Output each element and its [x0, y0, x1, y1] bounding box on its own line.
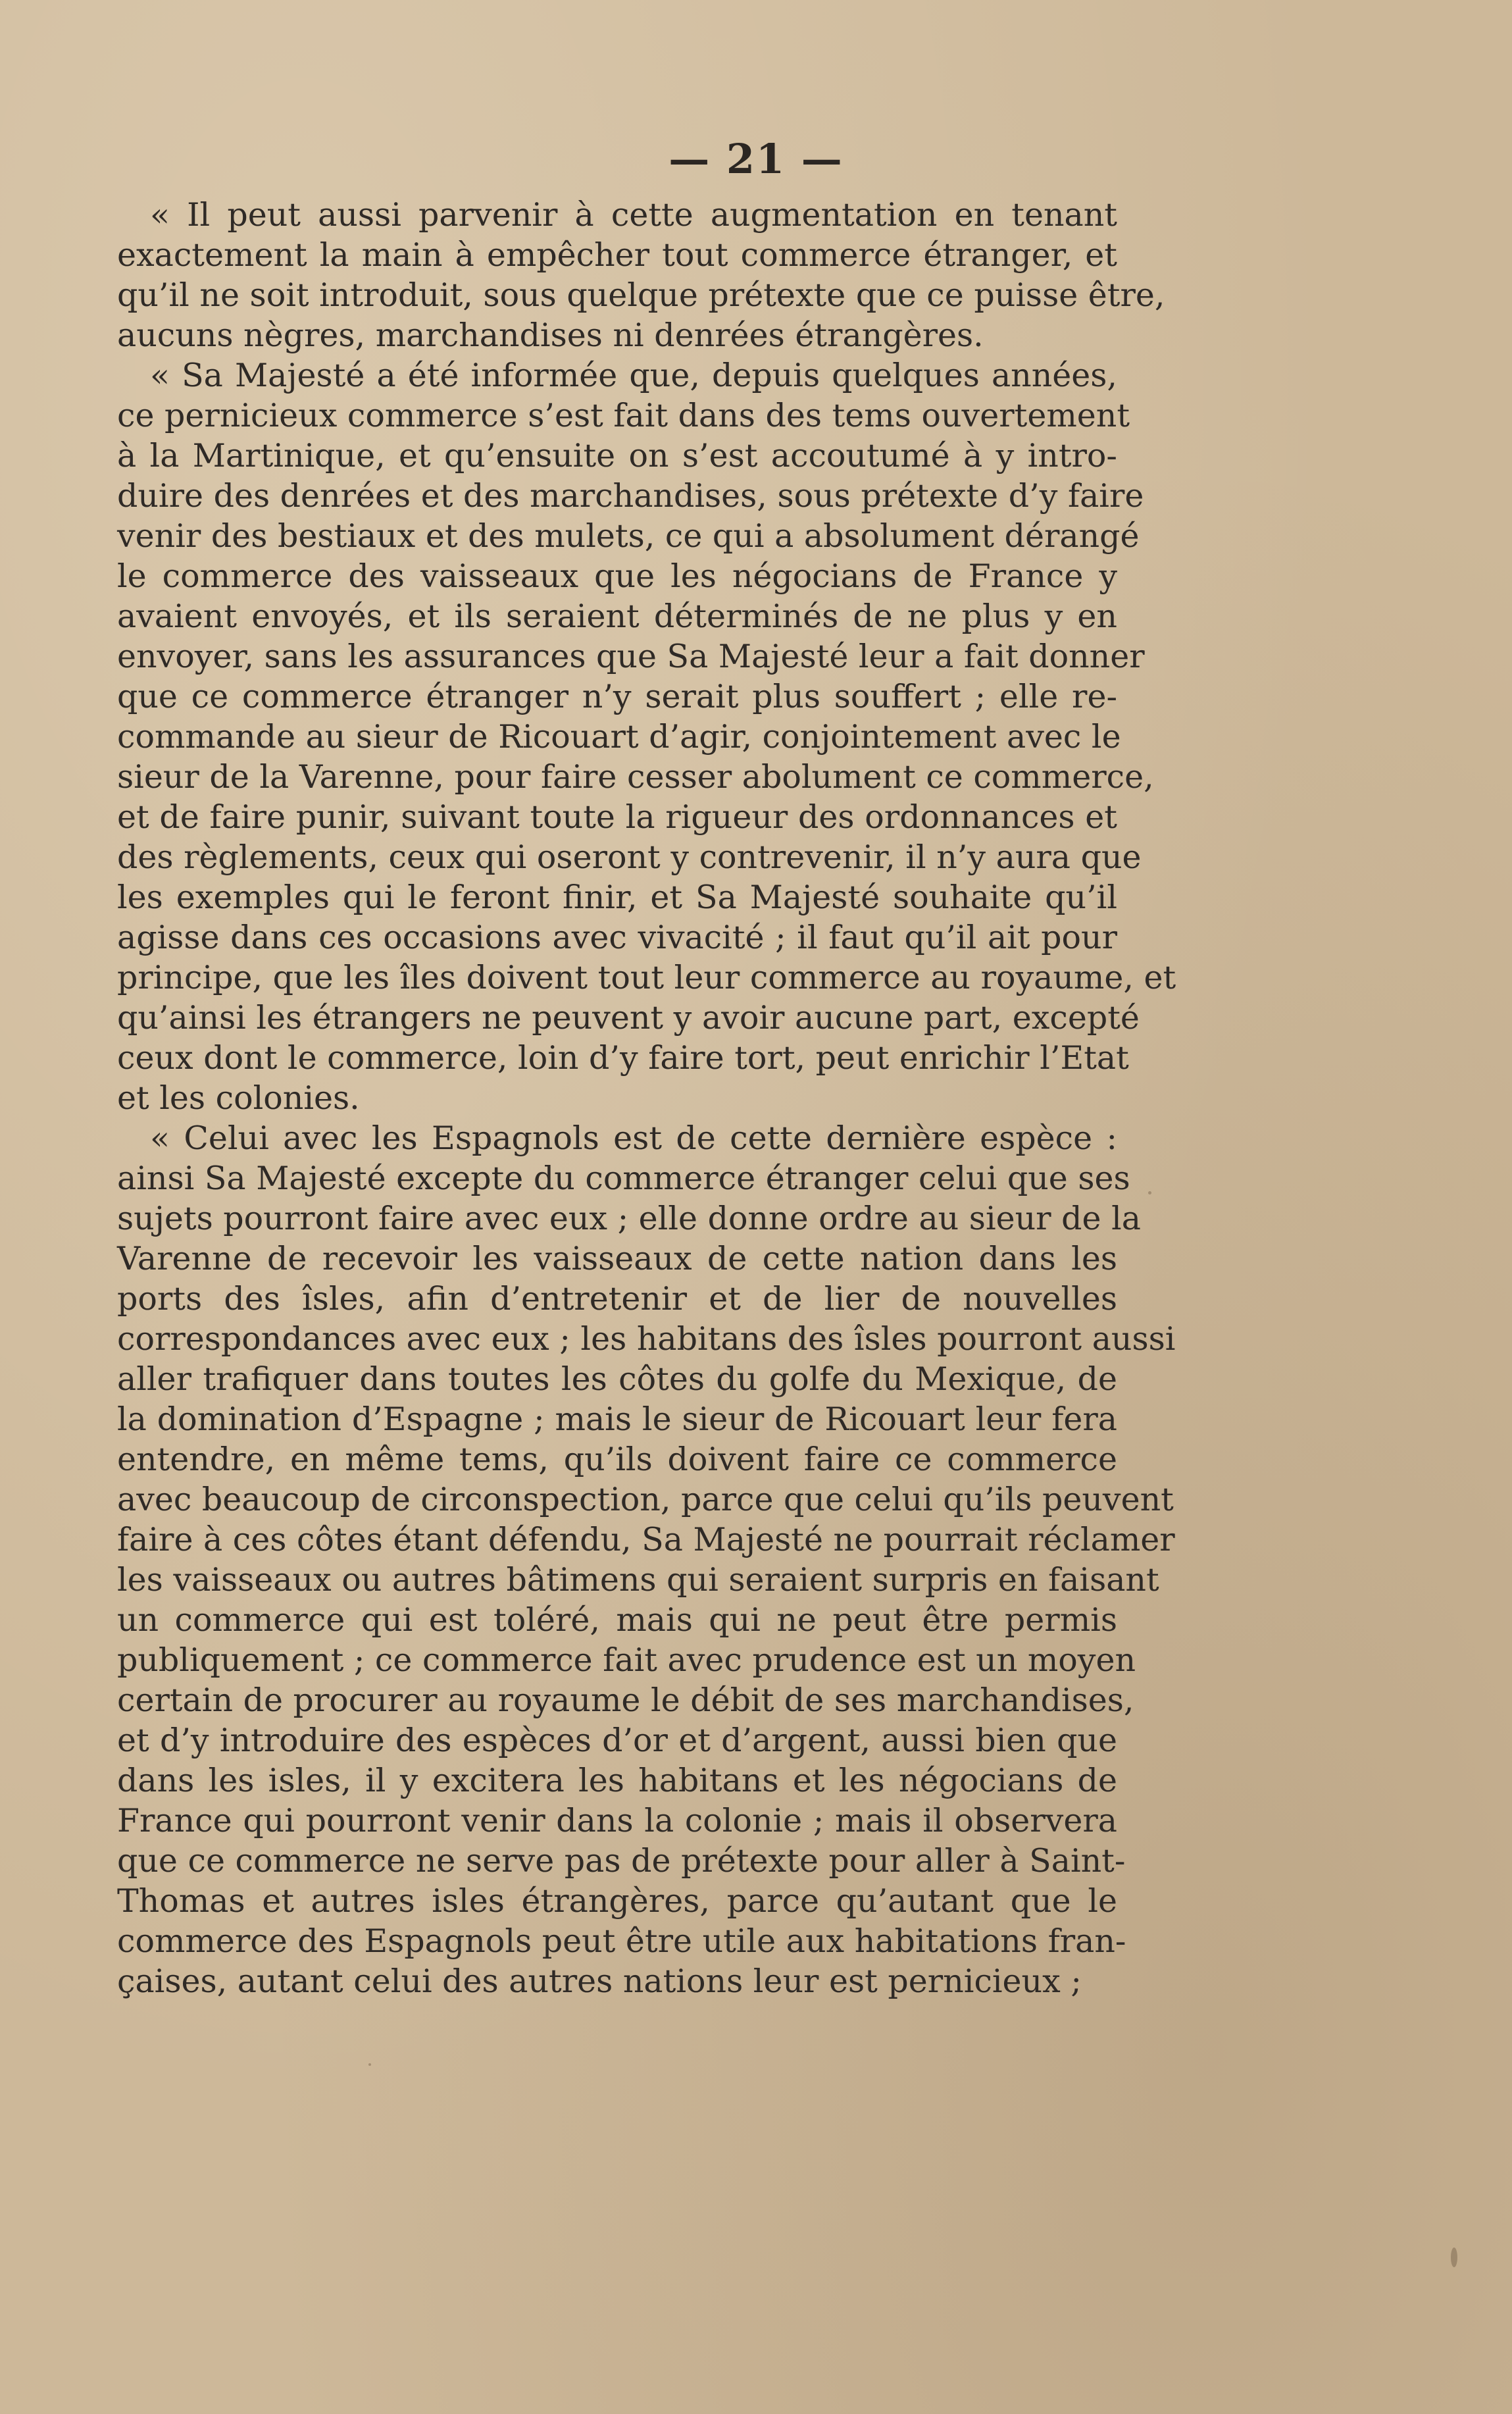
text-line: certain de procurer au royaume le débit de ses marchandises,	[117, 1682, 1134, 1719]
text-line: venir des bestiaux et des mulets, ce qui a absolument dérangé	[117, 517, 1140, 555]
text-line: ports des îsles, afin d’entretenir et de lier de nouvelles	[117, 1280, 1117, 1318]
text-line: aller trafiquer dans toutes les côtes du golfe du Mexique, de	[117, 1360, 1117, 1398]
text-line: commerce des Espagnols peut être utile aux habitations fran-	[117, 1922, 1126, 1960]
text-line: faire à ces côtes étant défendu, Sa Majesté ne pourrait réclamer	[117, 1521, 1175, 1558]
text-line: que ce commerce étranger n’y serait plus souffert ; elle re-	[117, 678, 1117, 715]
text-line: avaient envoyés, et ils seraient déterminés de ne plus y en	[117, 598, 1117, 635]
page-number: — 21 —	[668, 135, 844, 183]
paper-speck	[1148, 1191, 1151, 1194]
text-line: et d’y introduire des espèces d’or et d’argent, aussi bien que	[117, 1722, 1117, 1759]
text-line: « Celui avec les Espagnols est de cette dernière espèce :	[150, 1119, 1117, 1157]
paper-speck	[1451, 2247, 1457, 2267]
text-line: des règlements, ceux qui oseront y contrevenir, il n’y aura que	[117, 838, 1142, 876]
text-line: « Sa Majesté a été informée que, depuis quelques années,	[150, 357, 1117, 394]
text-line: sieur de la Varenne, pour faire cesser abolument ce commerce,	[117, 758, 1154, 796]
text-line: commande au sieur de Ricouart d’agir, conjointement avec le	[117, 718, 1121, 756]
text-line: entendre, en même tems, qu’ils doivent faire ce commerce	[117, 1441, 1117, 1478]
text-line: correspondances avec eux ; les habitans des îsles pourront aussi	[117, 1320, 1176, 1358]
text-line: un commerce qui est toléré, mais qui ne peut être permis	[117, 1601, 1117, 1639]
text-line: ceux dont le commerce, loin d’y faire tort, peut enrichir l’Etat	[117, 1039, 1129, 1077]
text-line: principe, que les îles doivent tout leur commerce au royaume, et	[117, 959, 1176, 996]
text-line: ce pernicieux commerce s’est fait dans des tems ouvertement	[117, 397, 1130, 434]
text-line: qu’il ne soit introduit, sous quelque prétexte que ce puisse être,	[117, 276, 1165, 314]
text-line: les vaisseaux ou autres bâtimens qui seraient surpris en faisant	[117, 1561, 1159, 1599]
text-line: que ce commerce ne serve pas de prétexte pour aller à Saint-	[117, 1842, 1126, 1880]
paper-speck	[368, 2063, 371, 2066]
text-line: les exemples qui le feront finir, et Sa Majesté souhaite qu’il	[117, 879, 1117, 916]
text-line: et de faire punir, suivant toute la rigueur des ordonnances et	[117, 798, 1117, 836]
text-line: la domination d’Espagne ; mais le sieur de Ricouart leur fera	[117, 1400, 1117, 1438]
text-line: envoyer, sans les assurances que Sa Majesté leur a fait donner	[117, 638, 1145, 675]
text-line: dans les isles, il y excitera les habitans et les négocians de	[117, 1762, 1117, 1799]
text-line: France qui pourront venir dans la colonie ; mais il observera	[117, 1802, 1117, 1839]
text-line: « Il peut aussi parvenir à cette augmentation en tenant	[150, 196, 1117, 234]
text-line: çaises, autant celui des autres nations leur est pernicieux ;	[117, 1963, 1082, 2000]
text-line: et les colonies.	[117, 1079, 360, 1117]
text-line: le commerce des vaisseaux que les négocians de France y	[117, 557, 1117, 595]
text-line: exactement la main à empêcher tout commerce étranger, et	[117, 236, 1117, 274]
text-line: sujets pourront faire avec eux ; elle donne ordre au sieur de la	[117, 1200, 1141, 1237]
text-line: ainsi Sa Majesté excepte du commerce étranger celui que ses	[117, 1160, 1130, 1197]
text-line: duire des denrées et des marchandises, sous prétexte d’y faire	[117, 477, 1144, 515]
text-line: publiquement ; ce commerce fait avec prudence est un moyen	[117, 1641, 1136, 1679]
text-line: à la Martinique, et qu’ensuite on s’est accoutumé à y intro-	[117, 437, 1117, 475]
text-line: avec beaucoup de circonspection, parce que celui qu’ils peuvent	[117, 1481, 1174, 1518]
text-line: Thomas et autres isles étrangères, parce qu’autant que le	[117, 1882, 1117, 1920]
text-line: qu’ainsi les étrangers ne peuvent y avoir aucune part, excepté	[117, 999, 1140, 1037]
text-line: aucuns nègres, marchandises ni denrées étrangères.	[117, 317, 984, 354]
text-line: Varenne de recevoir les vaisseaux de cette nation dans les	[117, 1240, 1117, 1277]
body-text	[117, 195, 1176, 2001]
text-line: agisse dans ces occasions avec vivacité ; il faut qu’il ait pour	[117, 919, 1117, 956]
